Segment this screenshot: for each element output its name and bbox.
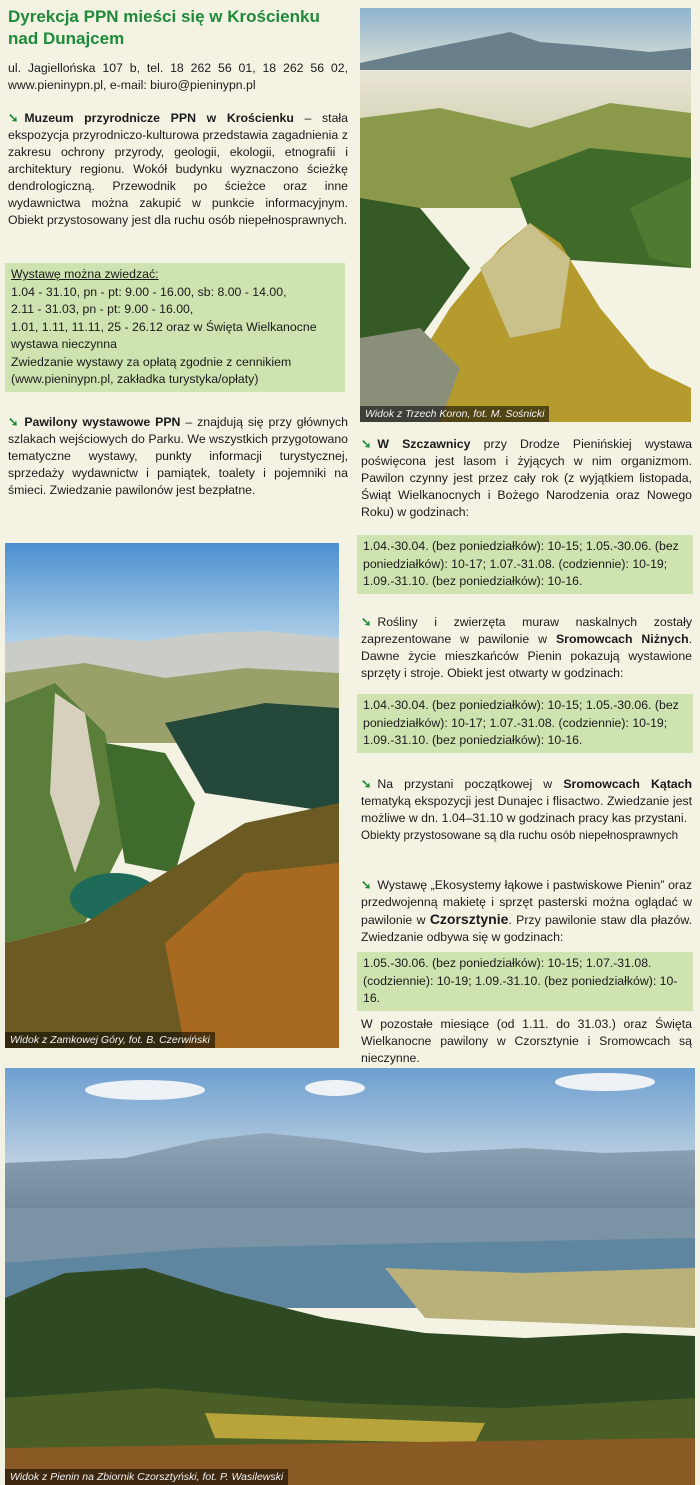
pavilions-heading: Pawilony wystawowe PPN <box>24 415 181 429</box>
photo-zbiornik-czorsztynski <box>5 1068 695 1485</box>
arrow-bullet-icon: ➘ <box>361 777 372 791</box>
szczawnica-lead: W Szczawnicy <box>377 437 471 451</box>
museum-hours-line: 1.04 - 31.10, pn - pt: 9.00 - 16.00, sb: 8.00 - 14.00, <box>11 284 287 299</box>
sromowce-katy-text2: tematyką ekspozycji jest Dunajec i flisactwo. Zwiedzanie jest możliwe w dn. 1.04–31.10 w godzinach pracy kas przystani. <box>361 794 692 825</box>
arrow-bullet-icon: ➘ <box>8 111 19 125</box>
sromowce-nizne-text2: . Dawne życie mieszkańców Pienin pokazują wystawione sprzęty i stroje. Obiekt jest otwarty w godzinach: <box>361 632 692 680</box>
museum-hours-line: 2.11 - 31.03, pn - pt: 9.00 - 16.00, <box>11 302 194 316</box>
page-title: Dyrekcja PPN mieści się w Krościenku nad Dunajcem <box>8 7 320 48</box>
arrow-bullet-icon: ➘ <box>361 437 372 451</box>
szczawnica-section <box>361 436 692 521</box>
photo-caption: Widok z Trzech Koron, fot. M. Sośnicki <box>360 406 549 422</box>
museum-hours-line: 1.01, 1.11, 11.11, 25 - 26.12 oraz w Święta Wielkanocne wystawa nieczynna <box>11 319 317 351</box>
czorsztyn-place: Czorsztynie <box>429 911 509 927</box>
museum-text: – stała ekspozycja przyrodniczo-kulturowa przedstawia zagadnienia z zakresu ochrony przyrody, geologii, ekologii, etnografii i architektury regionu. Wokół budynku wyznaczono ścieżkę dendrologiczną. Przewodnik po ścieżce oraz inne wydawnictwa można zakupić w punkcie informacyjnym. Obiekt przystosowany jest dla ruchu osób niepełnosprawnych. <box>8 111 348 227</box>
photo-caption: Widok z Zamkowej Góry, fot. B. Czerwiński <box>5 1032 215 1048</box>
czorsztyn-text2: . Przy pawilonie staw dla płazów. Zwiedzanie odbywa się w godzinach: <box>361 913 692 944</box>
pavilions-section <box>8 414 348 499</box>
sromowce-katy-text1: Na przystani początkowej w <box>377 777 564 791</box>
museum-hours-heading: Wystawę można zwiedzać: <box>11 267 159 281</box>
sromowce-nizne-text1: Rośliny i zwierzęta muraw naskalnych zostały zaprezentowane w pawilonie w <box>361 615 692 646</box>
szczawnica-text: przy Drodze Pienińskiej wystawa poświęcona jest lasom i żyjących w nim organizmom. Pawilon czynny jest przez cały rok (z wyjątkiem listopada, Świąt Wielkanocnych i Bożego Narodzenia oraz Nowego Roku) w godzinach: <box>361 437 692 519</box>
czorsztyn-section <box>361 877 692 946</box>
sromowce-nizne-hours-box: 1.04.-30.04. (bez poniedziałków): 10-15; 1.05.-30.06. (bez poniedziałków): 10-17; 1.07.-31.08. (codziennie): 10-19; 1.09.-31.10. (bez poniedziałków): 10-16. <box>357 694 693 753</box>
accessibility-note: Obiekty przystosowane są dla ruchu osób niepełnosprawnych <box>361 829 679 842</box>
photo-trzy-korony <box>360 8 691 422</box>
sromowce-nizne-section <box>361 614 692 682</box>
czorsztyn-text1: Wystawę „Ekosystemy łąkowe i pastwiskowe Pienin” oraz przedwojenną makietę i sprzęt pasterski można oglądać w pawilonie w <box>361 878 692 927</box>
museum-section <box>8 110 348 229</box>
closing-note: W pozostałe miesiące (od 1.11. do 31.03.) oraz Święta Wielkanocne pawilony w Czorsztynie i Sromowcach są nieczynne. <box>361 1017 692 1065</box>
sromowce-katy-section <box>361 776 692 844</box>
photo-zamkowa-gora <box>5 543 339 1048</box>
arrow-bullet-icon: ➘ <box>8 415 19 429</box>
szczawnica-hours-box: 1.04.-30.04. (bez poniedziałków): 10-15; 1.05.-30.06. (bez poniedziałków): 10-17; 1.07.-31.08. (codziennie): 10-19; 1.09.-31.10. (bez poniedziałków): 10-16. <box>357 535 693 594</box>
pavilions-text: – znajdują się przy głównych szlakach wejściowych do Parku. We wszystkich przygotowano tematyczne wystawy, punkty informacji turystycznej, sprzedaży wydawnictw i pamiątek, toalety i pojemniki na śmieci. Zwiedzanie pawilonów jest bezpłatne. <box>8 415 348 497</box>
photo-caption: Widok z Pienin na Zbiornik Czorsztyński, fot. P. Wasilewski <box>5 1469 288 1485</box>
museum-hours-line: Zwiedzanie wystawy za opłatą zgodnie z cennikiem (www.pieninypn.pl, zakładka turystyka/opłaty) <box>11 354 292 386</box>
arrow-bullet-icon: ➘ <box>361 615 372 629</box>
czorsztyn-hours-box: 1.05.-30.06. (bez poniedziałków): 10-15; 1.07.-31.08. (codziennie): 10-19; 1.09.-31.10. (bez poniedziałków): 10-16. <box>357 952 693 1011</box>
sromowce-nizne-place: Sromowcach Niżnych <box>555 632 689 646</box>
contact-address: ul. Jagiellońska 107 b, tel. 18 262 56 01, 18 262 56 02, www.pieninypn.pl, e-mail: biuro@pieninypn.pl <box>8 61 348 92</box>
museum-heading: Muzeum przyrodnicze PPN w Krościenku <box>24 111 294 125</box>
museum-hours-box <box>5 263 345 392</box>
arrow-bullet-icon: ➘ <box>361 878 372 892</box>
sromowce-katy-place: Sromowcach Kątach <box>563 777 693 791</box>
